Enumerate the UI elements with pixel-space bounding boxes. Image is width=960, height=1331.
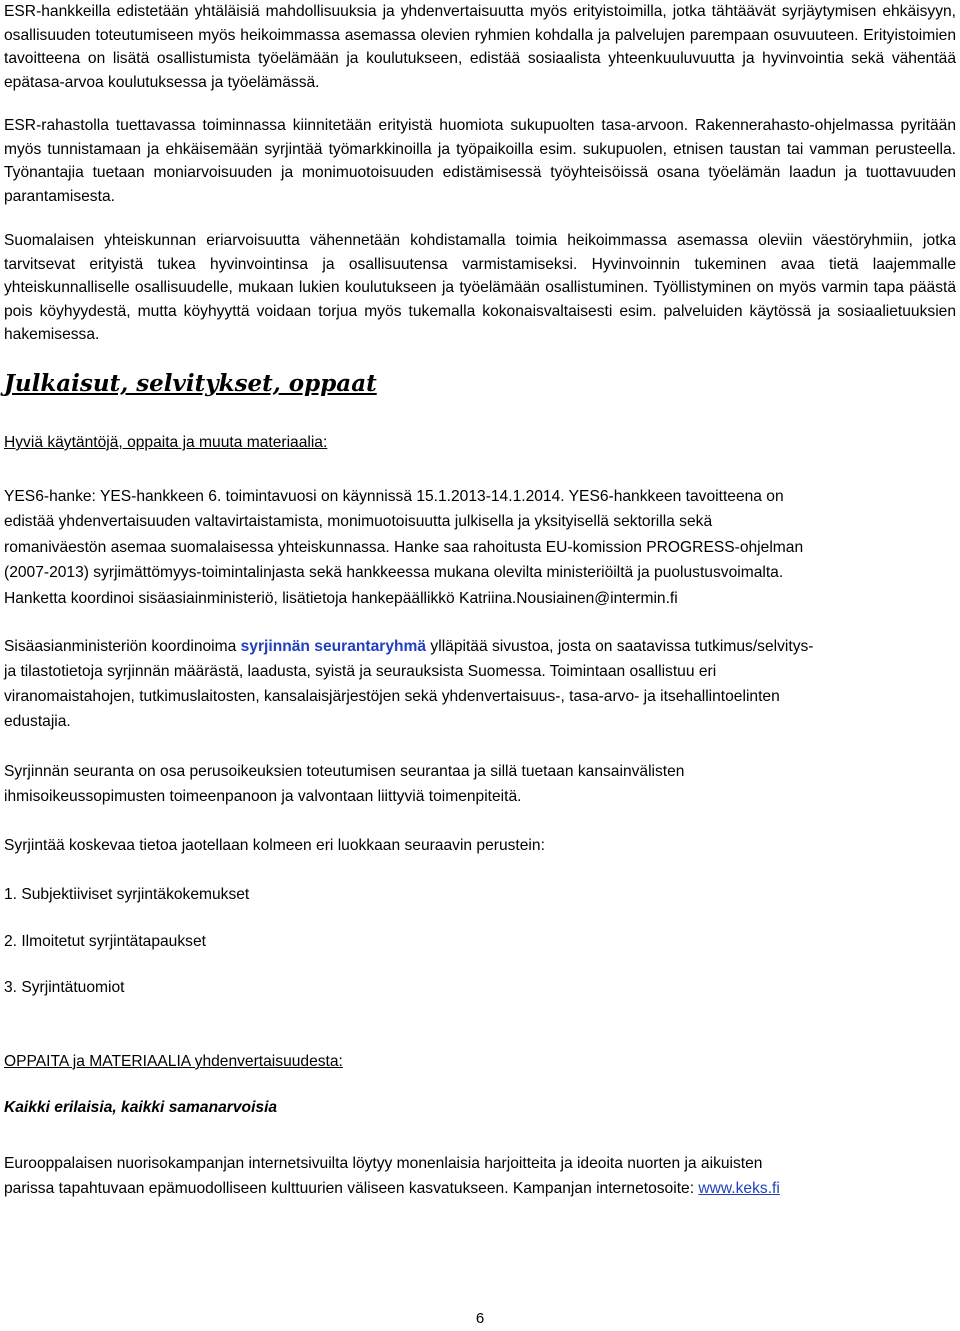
kampanja-line <box>4 1176 780 1201</box>
paragraph-esr-hankkeet: ESR-hankkeilla edistetään yhtäläisiä mahdollisuuksia ja yhdenvertaisuutta myös erityistoimilla, jotka tähtäävät syrjäytymisen ehkäisyyn, osallisuuden toteutumiseen myös heikoimmassa asemassa olevien ryhmien kohdalla ja palvelujen parempaan osuvuuteen. Erityistoimien tavoitteena on lisätä osallistumista työelämään ja koulutukseen, edistää sosiaalista yhteenkuuluvuutta ja hyvinvointia sekä vähentää epätasa-arvoa koulutuksessa ja työelämässä. <box>4 3 956 91</box>
subheading-hyvia-kaytantoja: Hyviä käytäntöjä, oppaita ja muuta materiaalia: <box>4 434 328 451</box>
category-item: 3. Syrjintätuomiot <box>4 979 125 996</box>
yes6-line: (2007-2013) syrjimättömyys-toimintalinjasta sekä hankkeessa mukana olevilta ministeriöiltä ja puolustusvoimalta. <box>4 564 784 581</box>
sisaasiain-text: Sisäasianministeriön koordinoima <box>4 638 241 655</box>
yes6-line: Hanketta koordinoi sisäasiainministeriö, lisätietoja hankepäällikkö Katriina.Nousiainen@intermin.fi <box>4 590 678 607</box>
category-item: 2. Ilmoitetut syrjintätapaukset <box>4 933 206 950</box>
paragraph-eriarvoisuus: Suomalaisen yhteiskunnan eriarvoisuutta vähennetään kohdistamalla toimia heikoimmassa asemassa oleviin väestöryhmiin, jotka tarvitsevat erityistä tukea hyvinvointinsa ja osallisuutensa varmistamiseksi. Hyvinvoinnin tukeminen avaa tietä laajemmalle yhteiskunnalliselle osallisuudelle, mukaan lukien koulutukseen ja työelämään osallistuminen. Työllistyminen on myös varmin tapa päästä pois köyhyydestä, mutta köyhyyttä voidaan torjua myös tukemalla kokonaisvaltaisesti esim. palveluiden käytössä ja sosiaalietuuksien hakemisessa. <box>4 232 956 344</box>
yes6-line: romaniväestön asemaa suomalaisessa yhteiskunnassa. Hanke saa rahoitusta EU-komission PROGRESS-ohjelman <box>4 539 804 556</box>
section-heading: Julkaisut, selvitykset, oppaat <box>4 370 377 397</box>
subheading-oppaita: OPPAITA ja MATERIAALIA yhdenvertaisuudesta: <box>4 1053 343 1070</box>
sisaasiain-line: viranomaistahojen, tutkimuslaitosten, kansalaisjärjestöjen sekä yhdenvertaisuus-, tasa-arvo- ja itsehallintoelinten <box>4 688 780 705</box>
page-number: 6 <box>475 1310 485 1327</box>
yes6-line: edistää yhdenvertaisuuden valtavirtaistamista, monimuotoisuutta julkisella ja yksityisellä sektorilla sekä <box>4 513 713 530</box>
sisaasiain-line: edustajia. <box>4 713 71 730</box>
sisaasiain-line: ja tilastotietoja syrjinnän määrästä, laadusta, syistä ja seurauksista Suomessa. Toimintaan osallistuu eri <box>4 663 717 680</box>
kampanja-line: Eurooppalaisen nuorisokampanjan internetsivuilta löytyy monenlaisia harjoitteita ja ideoita nuorten ja aikuisten <box>4 1155 763 1172</box>
kampanja-text: parissa tapahtuvaan epämuodolliseen kulttuurien väliseen kasvatukseen. Kampanjan internetosoite: <box>4 1180 699 1197</box>
syrjinnan-seurantaryhma-link[interactable]: syrjinnän seurantaryhmä <box>240 638 427 655</box>
category-item: 1. Subjektiiviset syrjintäkokemukset <box>4 886 250 903</box>
yes6-line: YES6-hanke: YES-hankkeen 6. toimintavuosi on käynnissä 15.1.2013-14.1.2014. YES6-hankkeen tavoitteena on <box>4 488 784 505</box>
categories-intro: Syrjintää koskevaa tietoa jaotellaan kolmeen eri luokkaan seuraavin perustein: <box>4 837 545 854</box>
seuranta-line: ihmisoikeussopimusten toimeenpanoon ja valvontaan liittyviä toimenpiteitä. <box>4 788 522 805</box>
kampanja-title: Kaikki erilaisia, kaikki samanarvoisia <box>4 1099 278 1116</box>
paragraph-esr-rahasto: ESR-rahastolla tuettavassa toiminnassa kiinnitetään erityistä huomiota sukupuolten tasa-arvoon. Rakennerahasto-ohjelmassa pyritään myös tunnistamaan ja ehkäisemään syrjintää työmarkkinoilla ja työpaikoilla esim. sukupuolen, etnisen taustan tai vamman perusteella. Työnantajia tuetaan moniarvoisuuden ja monimuotoisuuden edistämisessä työyhteisöissä osana työelämän laadun ja tuottavuuden parantamisesta. <box>4 117 956 205</box>
sisaasiain-line <box>4 634 814 659</box>
seuranta-line: Syrjinnän seuranta on osa perusoikeuksien toteutumisen seurantaa ja sillä tuetaan kansainvälisten <box>4 763 685 780</box>
keks-link[interactable]: www.keks.fi <box>698 1180 780 1197</box>
sisaasiain-text: ylläpitää sivustoa, josta on saatavissa tutkimus/selvitys- <box>426 638 814 655</box>
